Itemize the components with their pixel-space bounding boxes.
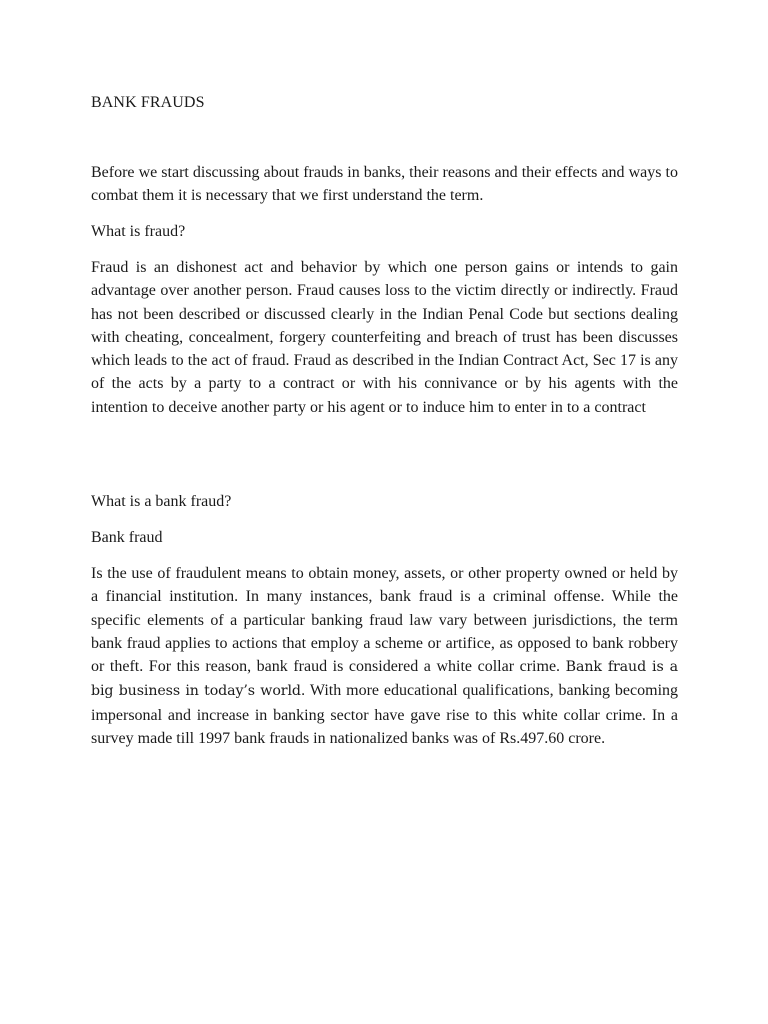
question-what-is-bank-fraud: What is a bank fraud?	[91, 493, 232, 510]
intro-paragraph: Before we start discussing about frauds in banks, their reasons and their effects and ways to combat them it is necessary that we first understand the term.	[91, 164, 678, 205]
document-title: BANK FRAUDS	[91, 94, 205, 111]
bank-fraud-text-part2: With more educational qualifications, banking becoming impersonal and increase in banking sector have gave rise to this white collar crime. In a survey made till 1997 bank frauds in nationalized banks was of Rs.497.60 crore.	[91, 682, 679, 748]
bank-fraud-subheading: Bank fraud	[91, 529, 163, 546]
bank-fraud-paragraph	[91, 562, 678, 750]
question-what-is-fraud: What is fraud?	[91, 223, 186, 240]
bank-fraud-text-part1: Is the use of fraudulent means to obtain money, assets, or other property owned or held by a financial institution. In many instances, bank fraud is a criminal offense. While the specific elements of a particular banking fraud law vary between jurisdictions, the term bank fraud applies to actions that employ a scheme or artifice, as opposed to bank robbery or theft. For this reason, bank fraud is considered a white collar crime.	[91, 565, 678, 676]
fraud-definition-paragraph: Fraud is an dishonest act and behavior by which one person gains or intends to gain advantage over another person. Fraud causes loss to the victim directly or indirectly. Fraud has not been described or discussed clearly in the Indian Penal Code but sections dealing with cheating, concealment, forgery counterfeiting and breach of trust has been discusses which leads to the act of fraud. Fraud as described in the Indian Contract Act, Sec 17 is any of the acts by a party to a contract or with his connivance or by his agents with the intention to deceive another party or his agent or to induce him to enter in to a contract	[91, 259, 678, 416]
bank-fraud-emphasis: Bank fraud is a big business in today’s world.	[91, 659, 679, 700]
